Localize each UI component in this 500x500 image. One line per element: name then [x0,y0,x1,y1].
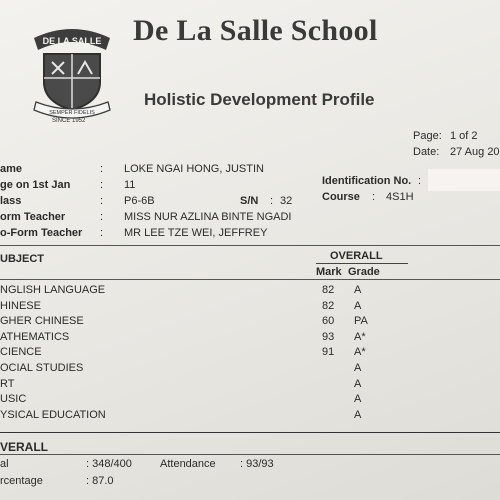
subject-name: NGLISH LANGUAGE [0,284,106,296]
summary-header-rule [0,454,500,455]
subject-grade: PA [354,315,368,328]
sn-colon: : [270,195,274,207]
course-colon: : [372,191,376,203]
subject-grade: A* [354,330,366,343]
form-teacher-label: orm Teacher [0,211,66,223]
name-label: ame [0,163,23,175]
subject-grade: A [354,377,362,390]
subject-mark: 82 [322,284,335,296]
date-label: Date: [413,146,440,158]
coform-teacher-colon: : [100,227,104,239]
summary-top-rule [0,432,500,433]
subject-mark: 82 [322,299,335,312]
school-name: De La Salle School [133,14,378,47]
date-value: 27 Aug 20 [450,146,500,158]
name-colon: : [100,163,104,175]
school-crest-logo [30,18,114,126]
subject-name: OCIAL STUDIES [0,362,84,374]
svg-text:DE LA SALLE: DE LA SALLE [42,36,102,46]
redacted-id [428,169,500,191]
percentage-value: : 87.0 [86,475,114,487]
name-value: LOKE NGAI HONG, JUSTIN [124,163,264,175]
svg-text:SEMPER FIDELIS: SEMPER FIDELIS [49,110,95,116]
subject-name: CIENCE [0,346,42,359]
class-label: lass [0,195,22,207]
subject-name: GHER CHINESE [0,315,84,328]
sn-label: S/N [240,195,259,207]
age-value: 11 [124,179,136,191]
overall-underline [316,263,408,264]
page-value: 1 of 2 [450,130,478,142]
page-label: Page: [413,130,442,142]
coform-teacher-label: o-Form Teacher [0,227,83,239]
subject-mark: 93 [322,330,335,343]
subject-grade: A [354,299,362,312]
class-colon: : [100,195,104,207]
form-teacher-colon: : [100,211,104,223]
subject-grade: A [354,393,362,406]
form-teacher-value: MISS NUR AZLINA BINTE NGADI [124,211,292,223]
mark-header: Mark [316,266,342,278]
subject-mark: 91 [322,346,335,359]
table-header-rule [0,279,500,280]
percentage-label: rcentage [0,475,43,487]
subject-name: RT [0,377,15,390]
class-value: P6-6B [124,195,155,207]
total-label: al [0,458,9,470]
total-value: : 348/400 [86,458,132,470]
subject-grade: A [354,408,362,421]
overall-header: OVERALL [330,250,383,262]
age-label: ge on 1st Jan [0,179,71,191]
subject-name: USIC [0,393,27,406]
course-value: 4S1H [386,191,414,203]
grade-header: Grade [348,266,380,278]
course-label: Course [322,191,360,203]
subject-grade: A [354,362,362,374]
table-top-rule [0,245,500,246]
summary-header: VERALL [0,440,48,454]
report-title: Holistic Development Profile [144,90,375,109]
subject-name: ATHEMATICS [0,330,70,343]
subject-mark: 60 [322,315,335,328]
subject-header: UBJECT [0,253,45,265]
id-label: Identification No. [322,175,412,187]
subject-name: HINESE [0,299,41,312]
age-colon: : [100,179,104,191]
crest-since-text: SINCE 1952 [52,118,86,124]
subject-grade: A* [354,346,366,359]
subject-name: YSICAL EDUCATION [0,408,106,421]
coform-teacher-value: MR LEE TZE WEI, JEFFREY [124,227,268,239]
sn-value: 32 [280,195,293,207]
subject-grade: A [354,284,362,296]
id-colon: : [418,175,422,187]
attendance-label: Attendance [160,458,216,470]
attendance-value: : 93/93 [240,458,274,470]
